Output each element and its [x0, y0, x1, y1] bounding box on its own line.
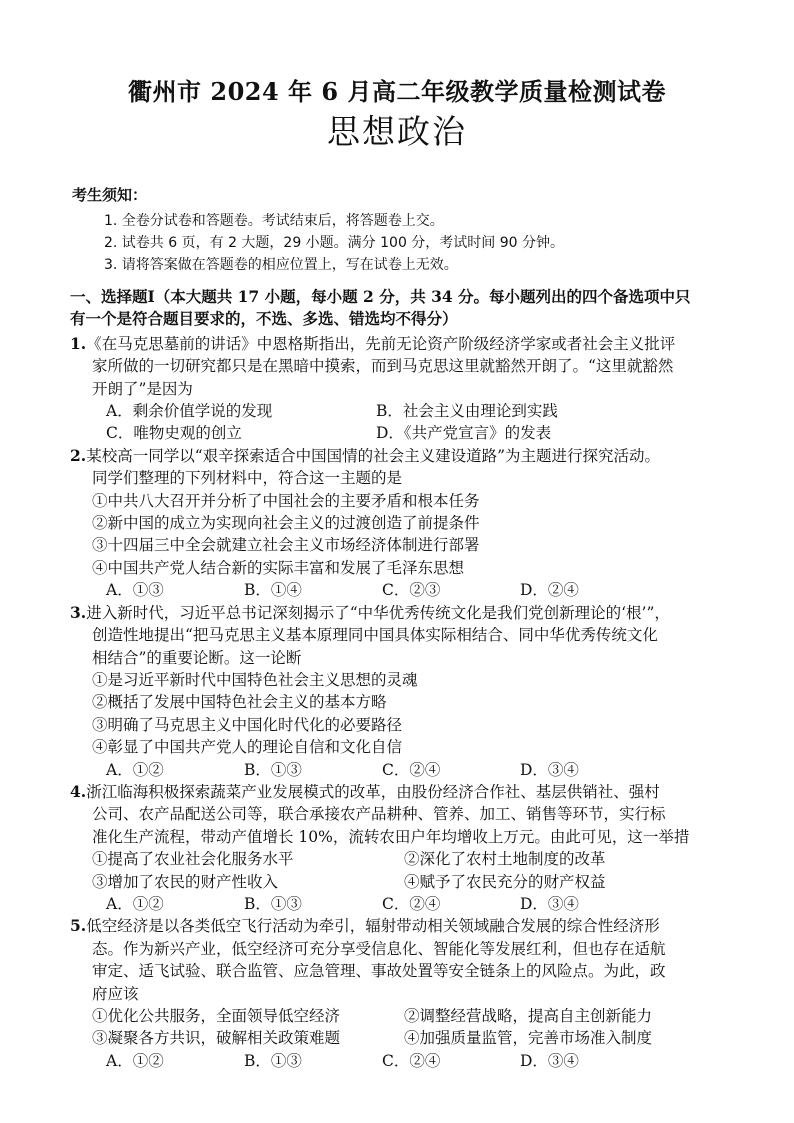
- statement-4: ④彰显了中国共产党人的理论自信和文化自信: [92, 738, 403, 757]
- option-a: A．①③: [106, 581, 164, 600]
- option-d: D．③④: [520, 1051, 579, 1070]
- question-number: 5.: [70, 916, 87, 936]
- subject-title: 思想政治: [327, 112, 467, 151]
- statement-1: ①是习近平新时代中国特色社会主义思想的灵魂: [92, 670, 418, 689]
- question-text: 同学们整理的下列材料中，符合这一主题的是: [92, 469, 403, 488]
- question-text: 创造性地提出“把马克思主义基本原理同中国具体实际相结合、同中华优秀传统文化: [92, 626, 658, 645]
- statement-2: ②概括了发展中国特色社会主义的基本方略: [92, 693, 387, 712]
- option-d: D．②④: [520, 581, 579, 600]
- statement-4: ④加强质量监管，完善市场准入制度: [404, 1029, 653, 1048]
- exam-title: 衢州市 2024 年 6 月高二年级教学质量检测试卷: [128, 77, 666, 106]
- option-d: D．《共产党宣言》的发表: [376, 424, 552, 443]
- question-text: 开朗了”是因为: [92, 379, 193, 398]
- statement-2: ②调整经营战略，提高自主创新能力: [404, 1007, 653, 1025]
- option-b: B．①③: [244, 1051, 302, 1070]
- option-b: B．社会主义由理论到实践: [376, 402, 558, 421]
- question-text: 浙江临海积极探索蔬菜产业发展模式的改革，由股份经济合作社、基层供销社、强村: [86, 782, 660, 801]
- question-text: 相结合”的重要论断。这一论断: [92, 648, 302, 667]
- option-a: A．①②: [106, 760, 164, 779]
- question-text: 审定、适飞试验、联合监管、应急管理、事故处置等安全链条上的风险点。为此，政: [92, 962, 666, 981]
- statement-3: ③凝聚各方共识，破解相关政策难题: [92, 1029, 341, 1048]
- notice-item: 3. 请将答案做在答题卷的相应位置上，写在试卷上无效。: [104, 257, 458, 273]
- question-text: 公司、农产品配送公司等，联合承接农产品耕种、管养、加工、销售等环节，实行标: [92, 805, 666, 824]
- option-b: B．①③: [244, 760, 302, 779]
- notice-heading: 考生须知：: [72, 186, 148, 204]
- question-text: 进入新时代，习近平总书记深刻揭示了“中华优秀传统文化是我们党创新理论的‘根’”，: [86, 603, 670, 622]
- option-c: C．唯物史观的创立: [106, 424, 242, 443]
- question-text: 低空经济是以各类低空飞行活动为牵引，辐射带动相关领域融合发展的综合性经济形: [86, 917, 660, 936]
- statement-4: ④中国共产党人结合新的实际丰富和发展了毛泽东思想: [92, 558, 465, 577]
- question-number: 4.: [70, 781, 87, 801]
- question-text: 态。作为新兴产业，低空经济可充分享受信息化、智能化等发展红利，但也存在适航: [92, 939, 666, 958]
- option-a: A．①②: [106, 1051, 164, 1070]
- question-text: 《在马克思墓前的讲话》中恩格斯指出，先前无论资产阶级经济学家或者社会主义批评: [86, 334, 676, 353]
- question-text: 某校高一同学以“艰辛探索适合中国国情的社会主义建设道路”为主题进行探究活动。: [86, 446, 661, 465]
- option-a: A．①②: [106, 894, 164, 913]
- statement-3: ③增加了农民的财产性收入: [92, 872, 279, 891]
- question-5: [70, 915, 740, 1072]
- candidate-notice: [72, 184, 752, 276]
- option-d: D．③④: [520, 760, 579, 779]
- notice-item: 1. 全卷分试卷和答题卷。考试结束后，将答题卷上交。: [104, 213, 444, 229]
- statement-3: ③十四届三中全会就建立社会主义市场经济体制进行部署: [92, 536, 480, 555]
- section-heading-line: 有一个是符合题目要求的，不选、多选、错选均不得分）: [70, 309, 458, 329]
- questions-body: [70, 286, 740, 1072]
- question-3: [70, 602, 740, 781]
- option-b: B．①④: [244, 581, 302, 600]
- question-2: [70, 445, 740, 602]
- notice-item: 2. 试卷共 6 页，有 2 大题，29 小题。满分 100 分，考试时间 90 分钟。: [104, 235, 565, 251]
- statement-3: ③明确了马克思主义中国化时代化的必要路径: [92, 715, 403, 734]
- statement-4: ④赋予了农民充分的财产权益: [404, 872, 606, 891]
- question-text: 家所做的一切研究都只是在黑暗中摸索，而到马克思这里就豁然开朗了。“这里就豁然: [92, 357, 674, 376]
- statement-2: ②新中国的成立为实现向社会主义的过渡创造了前提条件: [92, 514, 480, 533]
- statement-1: ①提高了农业社会化服务水平: [92, 850, 294, 869]
- question-number: 3.: [70, 602, 87, 622]
- option-c: C．②④: [382, 894, 441, 913]
- option-d: D．③④: [520, 894, 579, 913]
- statement-1: ①优化公共服务，全面领导低空经济: [92, 1007, 341, 1025]
- option-c: C．②④: [382, 1051, 441, 1070]
- statement-2: ②深化了农村土地制度的改革: [404, 850, 606, 869]
- question-4: [70, 781, 740, 915]
- question-text: 准化生产流程，带动产值增长 10%，流转农田户年均增收上万元。由此可见，这一举措: [92, 827, 690, 846]
- question-text: 府应该: [92, 984, 139, 1003]
- option-c: C．②③: [382, 581, 441, 600]
- statement-1: ①中共八大召开并分析了中国社会的主要矛盾和根本任务: [92, 491, 480, 510]
- option-a: A．剩余价值学说的发现: [106, 402, 273, 421]
- option-b: B．①③: [244, 894, 302, 913]
- option-c: C．②④: [382, 760, 441, 779]
- question-1: [70, 333, 740, 445]
- question-number: 1.: [70, 333, 87, 353]
- section-heading: [70, 286, 740, 331]
- section-heading-line: 一、选择题Ⅰ（本大题共 17 小题，每小题 2 分，共 34 分。每小题列出的四个备选项中只: [70, 287, 691, 306]
- question-number: 2.: [70, 445, 87, 465]
